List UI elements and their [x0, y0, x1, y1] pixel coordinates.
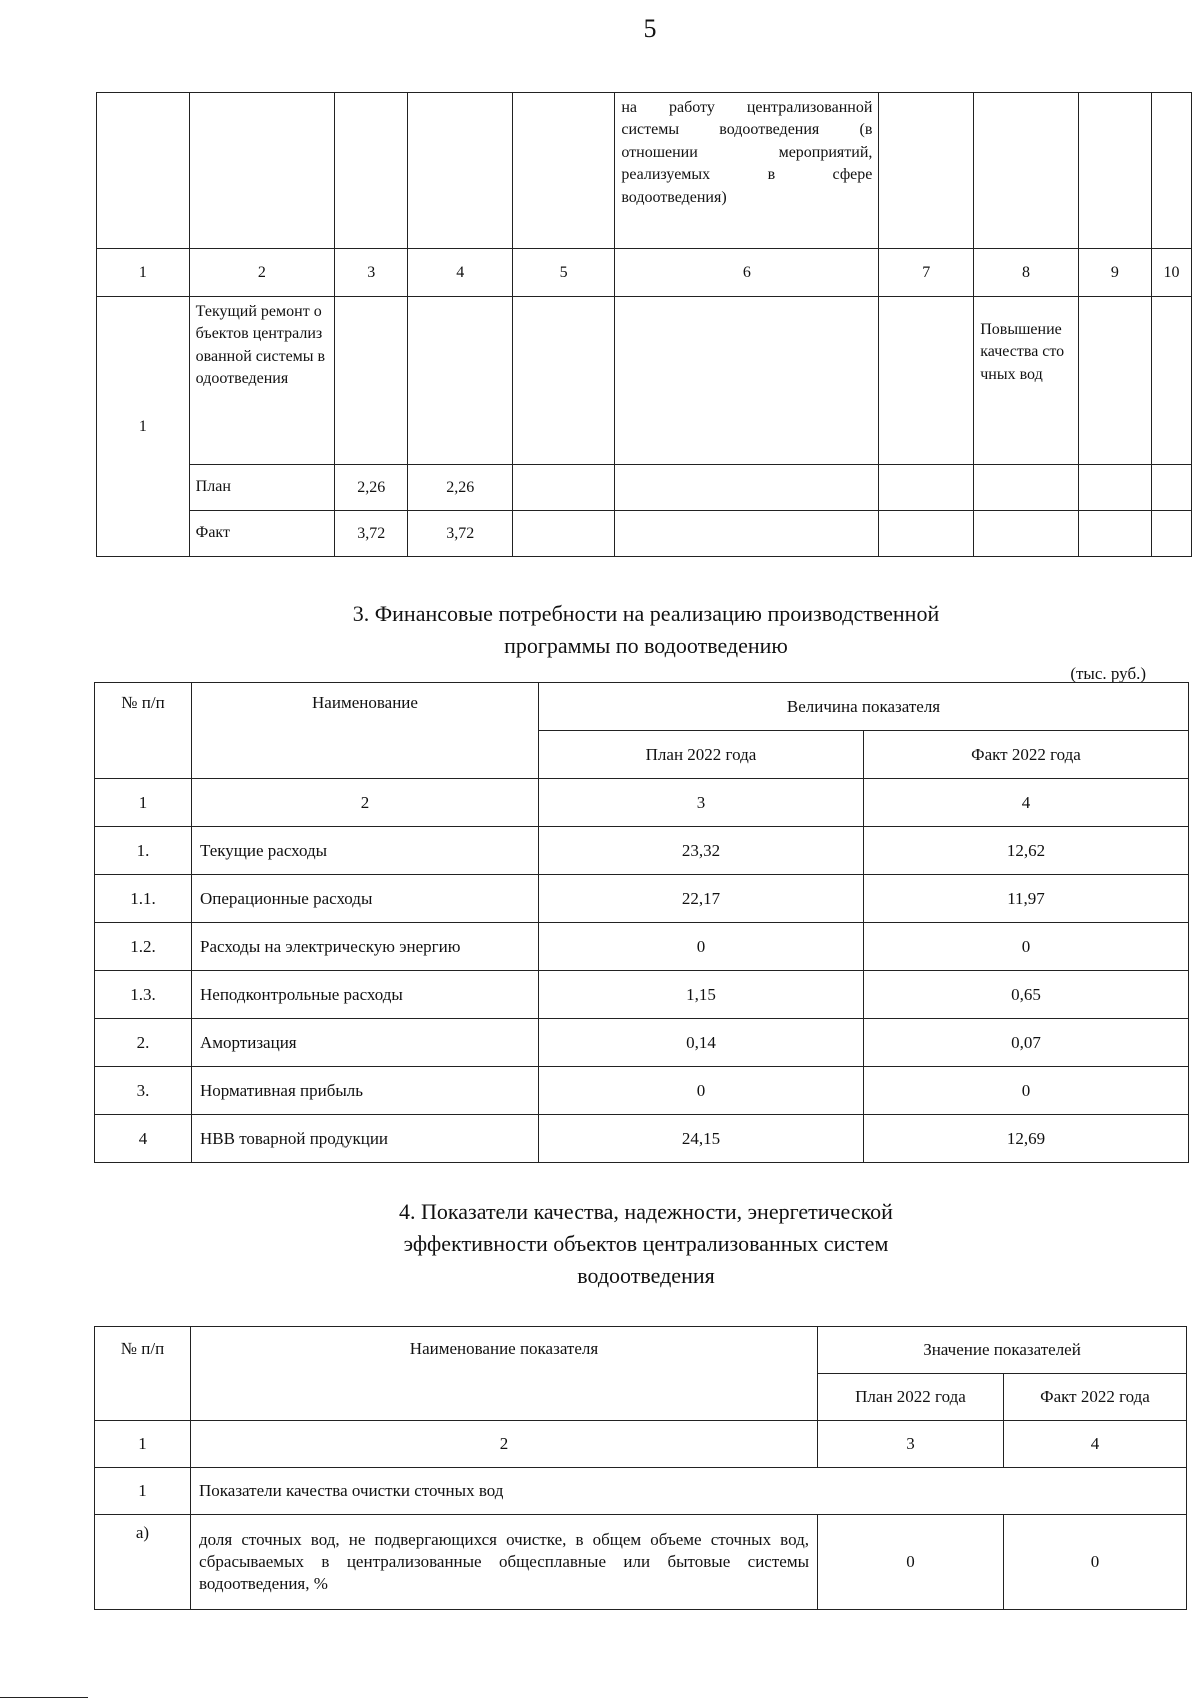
quality-indicators-table [94, 1326, 1187, 1610]
col-number: 4 [408, 249, 513, 297]
col-number: 9 [1078, 249, 1151, 297]
col-number: 3 [818, 1421, 1004, 1468]
table-row [95, 875, 1189, 923]
row-plan: 0,14 [539, 1019, 864, 1067]
fact-value: 3,72 [335, 511, 408, 557]
row-name: Нормативная прибыль [192, 1067, 539, 1115]
col-number: 6 [615, 249, 879, 297]
table-row [95, 1019, 1189, 1067]
header-value-group: Величина показателя [539, 683, 1189, 731]
row-fact: 12,69 [864, 1115, 1189, 1163]
fact-label: Факт [189, 511, 334, 557]
financial-needs-table [94, 682, 1189, 1163]
col-number: 8 [974, 249, 1079, 297]
header-num: № п/п [95, 1327, 191, 1421]
column-numbers-row [95, 779, 1189, 827]
row-fact: 11,97 [864, 875, 1189, 923]
table-row [97, 93, 1192, 249]
header-plan: План 2022 года [818, 1374, 1004, 1421]
group-num: 1 [95, 1468, 191, 1515]
table-row [95, 923, 1189, 971]
col-number: 5 [512, 249, 614, 297]
plan-label: План [189, 465, 334, 511]
table-row [95, 1067, 1189, 1115]
table-row [95, 1115, 1189, 1163]
row-num: 1.1. [95, 875, 192, 923]
section-4-title: 4. Показатели качества, надежности, энергетической эффективности объектов централизованных систем водоотведения [399, 1199, 893, 1288]
col-number: 10 [1152, 249, 1192, 297]
col-number: 3 [539, 779, 864, 827]
col-number: 1 [95, 1421, 191, 1468]
fact-value: 3,72 [408, 511, 513, 557]
group-name: Показатели качества очистки сточных вод [191, 1468, 1187, 1515]
bottom-rule [0, 1697, 88, 1698]
header-name: Наименование показателя [191, 1327, 818, 1421]
header-fact: Факт 2022 года [1004, 1374, 1187, 1421]
row-plan: 23,32 [539, 827, 864, 875]
row-num: 3. [95, 1067, 192, 1115]
measure-name: Текущий ремонт объектов централизованной системы водоотведения [189, 297, 334, 465]
header-num: № п/п [95, 683, 192, 779]
col-number: 7 [879, 249, 974, 297]
row-name: НВВ товарной продукции [192, 1115, 539, 1163]
header-name: Наименование [192, 683, 539, 779]
header-plan: План 2022 года [539, 731, 864, 779]
table-row [95, 1515, 1187, 1610]
row-plan: 0 [818, 1515, 1004, 1610]
row-num: 1. [95, 827, 192, 875]
row-plan: 22,17 [539, 875, 864, 923]
row-fact: 0 [864, 923, 1189, 971]
col-number: 1 [97, 249, 190, 297]
table-row [97, 297, 1192, 465]
measures-table [96, 92, 1192, 557]
col-number: 1 [95, 779, 192, 827]
fact-row [97, 511, 1192, 557]
table-row [95, 971, 1189, 1019]
row-name: Неподконтрольные расходы [192, 971, 539, 1019]
row-name: Текущие расходы [192, 827, 539, 875]
row-num: 4 [95, 1115, 192, 1163]
row-name: доля сточных вод, не подвергающихся очистке, в общем объеме сточных вод, сбрасываемых в централизованные общесплавные или бытовые системы водоотведения, % [191, 1515, 818, 1610]
continued-text: на работу централизованной системы водоотведения (в отношении мероприятий, реализуемых в сфере водоотведения) [615, 93, 879, 249]
col-number: 2 [189, 249, 334, 297]
plan-value: 2,26 [335, 465, 408, 511]
row-name: Расходы на электрическую энергию [192, 923, 539, 971]
row-plan: 24,15 [539, 1115, 864, 1163]
header-row [95, 683, 1189, 731]
row-fact: 0 [1004, 1515, 1187, 1610]
row-name: Операционные расходы [192, 875, 539, 923]
col-number: 4 [1004, 1421, 1187, 1468]
row-fact: 0 [864, 1067, 1189, 1115]
row-fact: 0,07 [864, 1019, 1189, 1067]
header-fact: Факт 2022 года [864, 731, 1189, 779]
page-number: 5 [643, 14, 657, 43]
header-value-group: Значение показателей [818, 1327, 1187, 1374]
column-numbers-row [95, 1421, 1187, 1468]
row-plan: 0 [539, 923, 864, 971]
header-row [95, 1327, 1187, 1374]
col-number: 2 [192, 779, 539, 827]
row-num: 1.3. [95, 971, 192, 1019]
row-name: Амортизация [192, 1019, 539, 1067]
group-row [95, 1468, 1187, 1515]
col-number: 2 [191, 1421, 818, 1468]
col-number: 4 [864, 779, 1189, 827]
measure-result: Повышение качества сточных вод [974, 297, 1079, 465]
plan-value: 2,26 [408, 465, 513, 511]
row-plan: 1,15 [539, 971, 864, 1019]
column-numbers-row [97, 249, 1192, 297]
row-fact: 12,62 [864, 827, 1189, 875]
table-row [95, 827, 1189, 875]
col-number: 3 [335, 249, 408, 297]
row-fact: 0,65 [864, 971, 1189, 1019]
row-plan: 0 [539, 1067, 864, 1115]
plan-row [97, 465, 1192, 511]
row-num: 1.2. [95, 923, 192, 971]
row-number: 1 [97, 297, 190, 557]
row-num: 2. [95, 1019, 192, 1067]
section-3-title: 3. Финансовые потребности на реализацию производственной программы по водоотведению [352, 601, 940, 658]
row-num: а) [95, 1515, 191, 1610]
unit-label: (тыс. руб.) [1070, 664, 1146, 683]
